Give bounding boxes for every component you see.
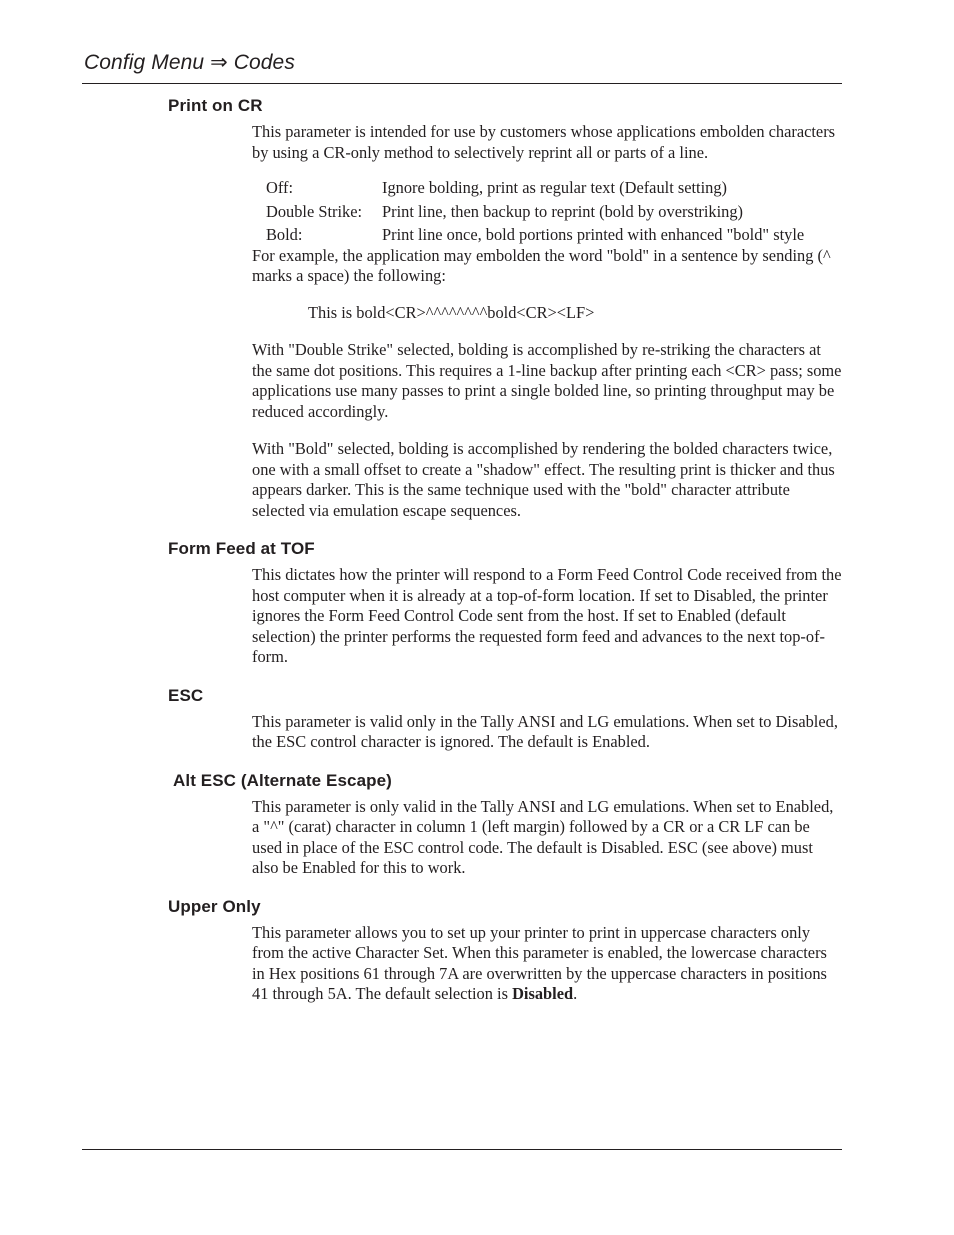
example-code-line: This is bold<CR>^^^^^^^^bold<CR><LF> <box>308 302 595 322</box>
paragraph-bold: With "Bold" selected, bolding is accomplished by rendering the bolded characters twice, one with a small offset to create a "shadow" effect. The resulting print is thicker and thus appears darker. This is the same technique used with the "bold" character attribute selected via emulation escape sequences. <box>252 439 835 520</box>
section-upper-only <box>0 896 954 1005</box>
option-term: Bold: <box>266 225 303 244</box>
default-value-emphasis: Disabled <box>512 984 574 1003</box>
page-header-title: Config Menu ⇒ Codes <box>84 51 295 74</box>
paragraph-text: This parameter allows you to set up your printer to print in uppercase characters only from the active Character Set. When this parameter is enabled, the lowercase characters in Hex positions 61 through 7A are overwritten by the uppercase characters in positions 41 through 5A. The default selection is <box>252 922 827 1003</box>
paragraph-body: This parameter is only valid in the Tally ANSI and LG emulations. When set to Enabled, a "^" (carat) character in column 1 (left margin) followed by a CR or a CR LF can be used in place of the ESC control code. The default is Disabled. ESC (see above) must also be Enabled for this to work. <box>252 796 834 877</box>
paragraph-example-intro: For example, the application may embolden the word "bold" in a sentence by sending (^ marks a space) the following: <box>252 245 831 285</box>
option-row-bold <box>266 225 842 245</box>
option-description: Print line, then backup to reprint (bold by overstriking) <box>382 201 743 221</box>
paragraph-intro: This parameter is intended for use by customers whose applications embolden characters by using a CR-only method to selectively reprint all or parts of a line. <box>252 122 836 162</box>
option-term: Double Strike: <box>266 201 363 221</box>
page-content <box>0 95 954 1022</box>
section-alt-esc <box>0 770 954 879</box>
paragraph-double-strike: With "Double Strike" selected, bolding is accomplished by re-striking the characters at the same dot positions. This requires a 1-line backup after printing each <CR> pass; some applications use many passes to print a single bolded line, so printing throughput may be reduced accordingly. <box>252 340 842 421</box>
option-description: Ignore bolding, print as regular text (Default setting) <box>382 178 728 197</box>
paragraph-body: This dictates how the printer will respond to a Form Feed Control Code received from the host computer when it is already at a top-of-form location. If set to Disabled, the printer ignores the Form Feed Control Code sent from the host. If set to Enabled (default selection) the printer performs the requested form feed and advances to the next top-of-form. <box>252 565 842 666</box>
paragraph-end: . <box>573 984 578 1003</box>
option-term: Off: <box>266 178 294 197</box>
option-row-off <box>266 178 842 198</box>
header-rule <box>82 83 842 84</box>
option-description: Print line once, bold portions printed with enhanced "bold" style <box>382 225 805 244</box>
paragraph-body <box>252 923 842 1005</box>
section-heading: ESC <box>168 685 204 705</box>
section-print-on-cr <box>0 95 954 521</box>
section-form-feed-at-tof <box>0 538 954 668</box>
section-heading: Print on CR <box>168 96 263 115</box>
footer-rule <box>82 1149 842 1150</box>
paragraph-body: This parameter is valid only in the Tally ANSI and LG emulations. When set to Disabled, the ESC control character is ignored. The default is Enabled. <box>252 711 838 751</box>
section-heading: Form Feed at TOF <box>168 539 315 558</box>
option-row-double-strike <box>266 202 842 222</box>
options-list <box>266 178 842 245</box>
section-heading: Upper Only <box>168 896 261 916</box>
section-esc <box>0 685 954 753</box>
section-heading: Alt ESC (Alternate Escape) <box>173 770 392 790</box>
